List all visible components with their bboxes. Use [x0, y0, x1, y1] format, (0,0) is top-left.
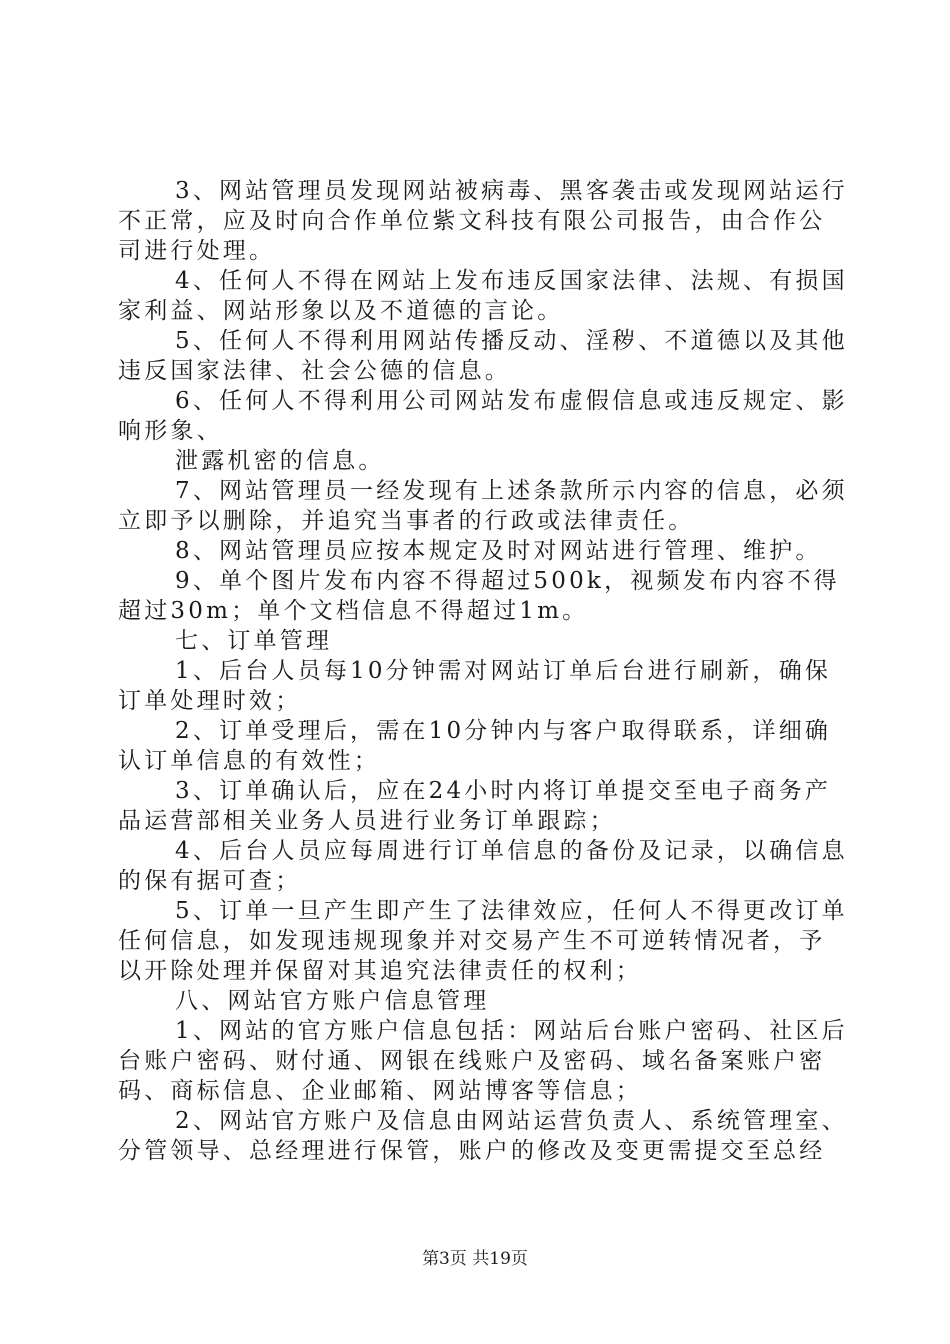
text-line: 2、订单受理后，需在10分钟内与客户取得联系，详细确	[175, 718, 832, 744]
document-body	[118, 176, 848, 1166]
text-line: 台账户密码、财付通、网银在线账户及密码、域名备案账户密	[118, 1048, 826, 1074]
text-line: 超过30m；单个文档信息不得超过1m。	[118, 598, 589, 624]
text-line: 9、单个图片发布内容不得超过500k，视频发布内容不得	[175, 568, 840, 594]
text-line: 司进行处理。	[118, 238, 276, 264]
text-line: 泄露机密的信息。	[175, 448, 385, 474]
text-line: 5、订单一旦产生即产生了法律效应，任何人不得更改订单	[175, 898, 848, 924]
text-line: 4、后台人员应每周进行订单信息的备份及记录，以确信息	[175, 838, 848, 864]
text-line: 认订单信息的有效性；	[118, 748, 380, 774]
text-line: 分管领导、总经理进行保管，账户的修改及变更需提交至总经	[118, 1138, 826, 1164]
text-line: 3、网站管理员发现网站被病毒、黑客袭击或发现网站运行	[175, 178, 848, 204]
text-line: 4、任何人不得在网站上发布违反国家法律、法规、有损国	[175, 268, 848, 294]
text-line: 八、网站官方账户信息管理	[175, 988, 490, 1014]
text-line: 任何信息，如发现违规现象并对交易产生不可逆转情况者，予	[118, 928, 826, 954]
text-line: 码、商标信息、企业邮箱、网站博客等信息；	[118, 1078, 642, 1104]
text-line: 6、任何人不得利用公司网站发布虚假信息或违反规定、影	[175, 388, 848, 414]
text-line: 七、订单管理	[175, 628, 333, 654]
text-line: 家利益、网站形象以及不道德的言论。	[118, 298, 564, 324]
text-line: 的保有据可查；	[118, 868, 302, 894]
text-line: 8、网站管理员应按本规定及时对网站进行管理、维护。	[175, 538, 822, 564]
text-line: 订单处理时效；	[118, 688, 302, 714]
text-line: 响形象、	[118, 418, 223, 444]
text-line: 品运营部相关业务人员进行业务订单跟踪；	[118, 808, 616, 834]
text-line: 以开除处理并保留对其追究法律责任的权利；	[118, 958, 642, 984]
text-line: 违反国家法律、社会公德的信息。	[118, 358, 511, 384]
text-line: 1、网站的官方账户信息包括：网站后台账户密码、社区后	[175, 1018, 848, 1044]
text-line: 7、网站管理员一经发现有上述条款所示内容的信息，必须	[175, 478, 848, 504]
text-line: 5、任何人不得利用网站传播反动、淫秽、不道德以及其他	[175, 328, 848, 354]
text-line: 3、订单确认后，应在24小时内将订单提交至电子商务产	[175, 778, 832, 804]
text-line: 2、网站官方账户及信息由网站运营负责人、系统管理室、	[175, 1108, 848, 1134]
text-line: 不正常，应及时向合作单位紫文科技有限公司报告，由合作公	[118, 208, 826, 234]
text-line: 立即予以删除，并追究当事者的行政或法律责任。	[118, 508, 695, 534]
page-footer: 第3页 共19页	[422, 1249, 528, 1269]
text-line: 1、后台人员每10分钟需对网站订单后台进行刷新，确保	[175, 658, 832, 684]
